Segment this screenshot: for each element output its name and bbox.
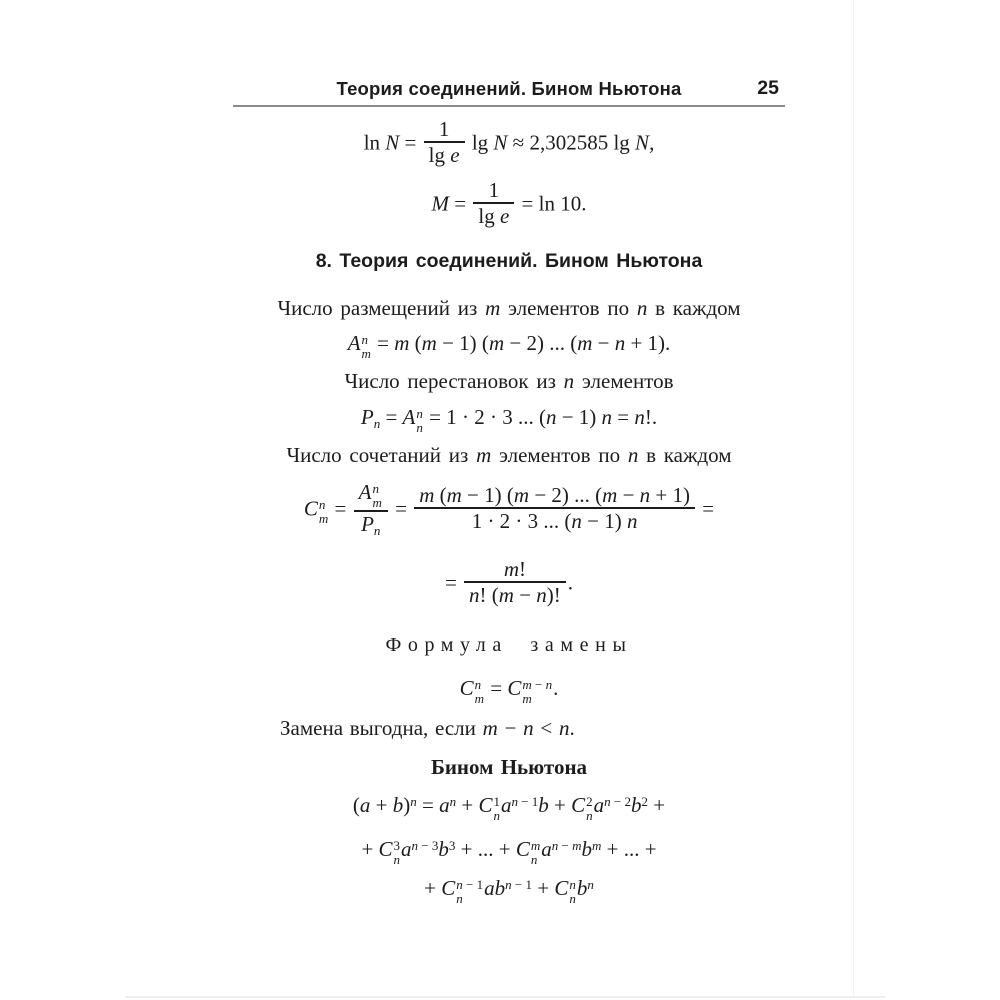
math-text: Число сочетаний из [286,442,477,467]
math-variable: b [581,837,592,862]
math-text: 1 [493,794,500,810]
math-text: + 1). [625,330,671,355]
heading-replacement-formula: Формула замены [385,634,633,657]
math-text: = [449,191,472,216]
math-variable: m [419,482,435,507]
stacked-subscript [372,496,381,510]
math-variable: A [358,480,372,505]
math-variable: n [571,509,582,534]
math-variable: n [563,368,575,393]
fraction-numerator [424,117,465,141]
math-variable: m [485,295,501,320]
math-variable: m [394,330,410,355]
math-variable: n [530,852,538,868]
math-variable: n [551,838,559,854]
math-variable: m [372,494,382,510]
math-text: 1 [438,117,450,141]
math-variable: n [536,583,547,608]
math-variable: n [372,480,379,496]
math-variable: a [500,793,512,818]
math-variable: a [439,793,450,818]
math-text: + [456,793,479,818]
stacked-superscript [416,407,423,421]
fraction-numerator [473,178,514,202]
math-variable: m [522,677,532,693]
math-variable: n [586,808,593,824]
math-variable: n [456,876,463,892]
superscript [592,838,601,853]
math-variable: n [361,331,369,347]
math-variable: m [577,330,593,355]
math-variable: m [482,716,498,741]
math-text: . [553,676,559,701]
math-text: ( [409,330,422,355]
math-text: в каждом [647,295,741,320]
math-variable: C [515,837,530,862]
stacked-superscript [319,498,328,512]
math-variable: m [318,511,329,527]
math-text: элементов по [491,442,628,467]
math-text: 3 [393,838,401,854]
stacked-subscript [586,809,593,823]
math-text: 2 [641,794,648,810]
fraction-numerator [354,480,388,510]
math-text: Число перестановок из [344,368,564,393]
math-text: = [389,496,413,521]
math-text: − 3 [418,838,439,854]
math-variable: N [385,130,400,155]
para-arrangements [233,295,785,321]
scan-edge-right [853,0,854,997]
stacked-subscript [493,809,500,823]
math-variable: b [538,793,549,818]
math-variable: m [591,838,602,854]
math-text: = [329,496,352,521]
math-text: )! [546,583,561,608]
math-text: 1 [488,178,500,203]
math-text: ( [434,482,447,507]
math-text: lg [478,204,500,229]
math-variable: m [476,442,492,467]
math-text: = [371,330,395,355]
math-text: . [567,570,574,595]
math-text: ) [403,793,411,818]
math-text: Замена выгодна, если [280,716,483,741]
math-text: + ... + [455,837,516,862]
math-text: !. [644,404,658,429]
fraction [464,557,566,608]
math-variable: a [359,793,371,818]
superscript [587,877,594,892]
math-variable: n [604,794,611,810]
subscript [374,523,381,538]
superscript [505,877,532,892]
math-variable: m [522,691,532,707]
math-variable: C [459,676,474,701]
math-variable: e [499,204,510,229]
math-text: − 1) [581,509,628,534]
fraction [354,480,388,537]
math-text: − 1 [517,794,539,810]
math-text: − [497,716,524,741]
math-text: + [548,793,572,818]
math-text: = [380,404,403,429]
math-variable: n [416,419,423,435]
stacked-superscript [569,878,576,892]
math-variable: n [449,794,457,810]
math-text: − 1) ( [461,482,514,507]
math-text: ≈ 2,302585 lg [507,130,636,155]
stacked-superscript [475,678,484,692]
math-variable: C [378,837,393,862]
math-text: + [361,837,379,862]
math-variable: n [373,522,381,538]
math-text: = [697,496,715,521]
formula-modulus [233,180,785,231]
stacked-subscript [416,421,423,435]
math-text: 1 · 2 · 3 ... ( [471,509,572,534]
stacked-scripts [416,407,423,435]
math-variable: n [627,442,639,467]
stacked-subscript [362,347,371,361]
math-variable: a [401,837,412,862]
stacked-scripts [522,678,552,706]
fraction [414,483,695,534]
math-variable: b [576,876,588,901]
math-variable: n [569,876,576,892]
stacked-subscript [319,512,328,526]
math-variable: n [393,852,401,868]
formula-arrangements [233,330,785,361]
superscript [511,794,538,809]
fraction-denominator [354,510,388,537]
formula-combinations-factorial [233,559,785,610]
running-head [233,78,785,102]
stacked-superscript [394,839,401,853]
math-variable: m [488,330,505,355]
math-variable: P [360,404,374,429]
stacked-superscript [531,839,540,853]
running-head-title: Теория соединений. Бином Ньютона [336,78,682,99]
header-rule [233,105,785,107]
stacked-scripts [569,878,576,906]
math-variable: n [505,877,512,893]
stacked-subscript [522,692,552,706]
formula-permutations [233,404,785,435]
math-variable: n [601,404,613,429]
math-text: 2 [586,794,593,810]
math-text: в каждом [638,442,732,467]
math-variable: N [493,130,508,155]
math-variable: n [636,295,648,320]
math-variable: n [545,404,557,429]
math-variable: e [450,143,460,168]
math-text: ( [352,793,360,818]
math-text: = [612,404,635,429]
math-variable: N [635,130,650,155]
stacked-subscript [531,853,540,867]
math-text: − [592,330,615,355]
math-text: − [531,677,546,693]
heading-binomial: Бином Ньютона [430,755,588,780]
math-text: = [416,793,440,818]
math-variable: n [545,677,553,693]
math-variable: n [318,497,326,513]
stacked-subscript [475,692,484,706]
math-variable: m [513,482,530,507]
math-text: lg [466,130,494,155]
stacked-superscript [456,878,483,892]
math-variable: n [469,583,480,608]
math-text: − 2) ... ( [504,330,578,355]
math-variable: n [614,330,626,355]
fraction-denominator [473,202,514,229]
stacked-scripts [531,839,540,867]
math-variable: C [478,793,493,818]
stacked-superscript [362,333,371,347]
stacked-scripts [493,795,500,823]
fraction-denominator [464,581,566,608]
formula-ln-n [233,119,785,170]
formula-replacement [233,675,785,706]
math-variable: m [361,345,371,361]
math-text: Число размещений из [277,295,486,320]
math-text: + [531,876,555,901]
math-variable: C [507,676,522,701]
stacked-subscript [456,892,483,906]
math-text: − 1 [511,877,532,893]
math-variable: A [402,404,416,429]
stacked-superscript [493,795,500,809]
math-variable: n [559,716,570,741]
math-variable: n [474,677,482,693]
math-variable: P [361,511,374,536]
math-text: = [399,130,422,155]
fraction [473,178,514,229]
fraction-denominator [424,141,465,168]
math-variable: m [530,838,541,854]
math-variable: m [474,691,485,707]
stacked-superscript [586,795,593,809]
fraction [424,117,465,168]
math-variable: a [541,837,552,862]
math-variable: C [303,496,318,521]
math-variable: C [554,876,569,901]
text-column [233,78,785,906]
formula-binomial-line3 [233,875,785,906]
page-number: 25 [757,77,779,99]
math-text: = 1 · 2 · 3 ... ( [423,404,546,429]
page-content [233,119,785,906]
math-text: ln [363,130,386,155]
stacked-scripts [394,839,401,867]
math-variable: m [498,583,514,608]
fraction-numerator [464,557,566,581]
math-variable: M [431,191,450,216]
math-variable: m [421,330,437,355]
math-variable: a [593,793,605,818]
math-text: + [370,793,393,818]
math-text: = [485,676,508,701]
math-variable: n [569,890,576,906]
math-variable: n [416,405,423,421]
para-permutations [233,368,785,394]
math-text: элементов по [500,295,637,320]
math-text: − [558,838,573,854]
math-variable: n [634,404,645,429]
math-text: − [617,482,640,507]
math-text: − 2) ... ( [529,482,603,507]
math-text: − 1 [462,876,484,892]
math-text: − [513,583,537,608]
math-variable: n [411,838,419,854]
math-text: + [424,876,442,901]
para-combinations [233,442,785,468]
math-variable: n [511,794,518,810]
section-heading: 8. Теория соединений. Бином Ньютона [315,249,703,272]
stacked-subscript [569,892,576,906]
math-text: ! ( [479,583,499,608]
math-text: элементов [574,368,674,393]
formula-binomial-line2 [233,836,785,867]
math-variable: m [572,838,582,854]
stacked-superscript [372,482,381,496]
math-text: . [569,716,575,741]
math-text: ! [519,557,526,582]
math-text: + 1) [650,482,691,507]
math-variable: n [587,877,594,893]
math-text: , [649,130,655,155]
formula-combinations [233,482,785,539]
math-text: − 1) ( [436,330,489,355]
stacked-scripts [456,878,483,906]
math-variable: ab [484,876,506,901]
math-variable: n [493,808,500,824]
stacked-subscript [394,853,401,867]
fraction-numerator [414,483,695,507]
math-variable: m [503,557,519,582]
para-replacement-benefit [233,715,785,741]
math-variable: n [410,794,417,810]
math-text: < [533,716,560,741]
math-variable: n [373,415,381,431]
math-variable: A [347,330,361,355]
superscript [412,838,439,853]
math-variable: C [571,793,586,818]
math-text: + ... + [601,837,657,862]
math-text: = [444,570,463,595]
math-text: − 2 [610,794,631,810]
stacked-scripts [372,482,381,510]
math-variable: m [446,482,462,507]
scan-edge-bottom [125,996,885,998]
math-text: + [648,793,666,818]
stacked-scripts [475,678,484,706]
math-text: − 1) [556,404,602,429]
math-variable: n [627,509,638,534]
math-variable: b [438,837,449,862]
stacked-scripts [362,333,371,361]
math-variable: n [456,890,463,906]
superscript [552,838,582,853]
stacked-scripts [319,498,328,526]
math-variable: n [523,716,534,741]
math-text: lg [428,143,451,168]
stacked-scripts [586,795,593,823]
superscript [604,794,631,809]
fraction-denominator [414,507,695,534]
math-variable: b [631,793,642,818]
math-variable: b [392,793,404,818]
math-variable: C [441,876,456,901]
stacked-superscript [522,678,552,692]
math-text: 3 [448,838,456,854]
formula-binomial-line1 [233,792,785,823]
math-text: = ln 10. [516,191,587,216]
math-variable: m [602,482,618,507]
math-variable: n [639,482,651,507]
